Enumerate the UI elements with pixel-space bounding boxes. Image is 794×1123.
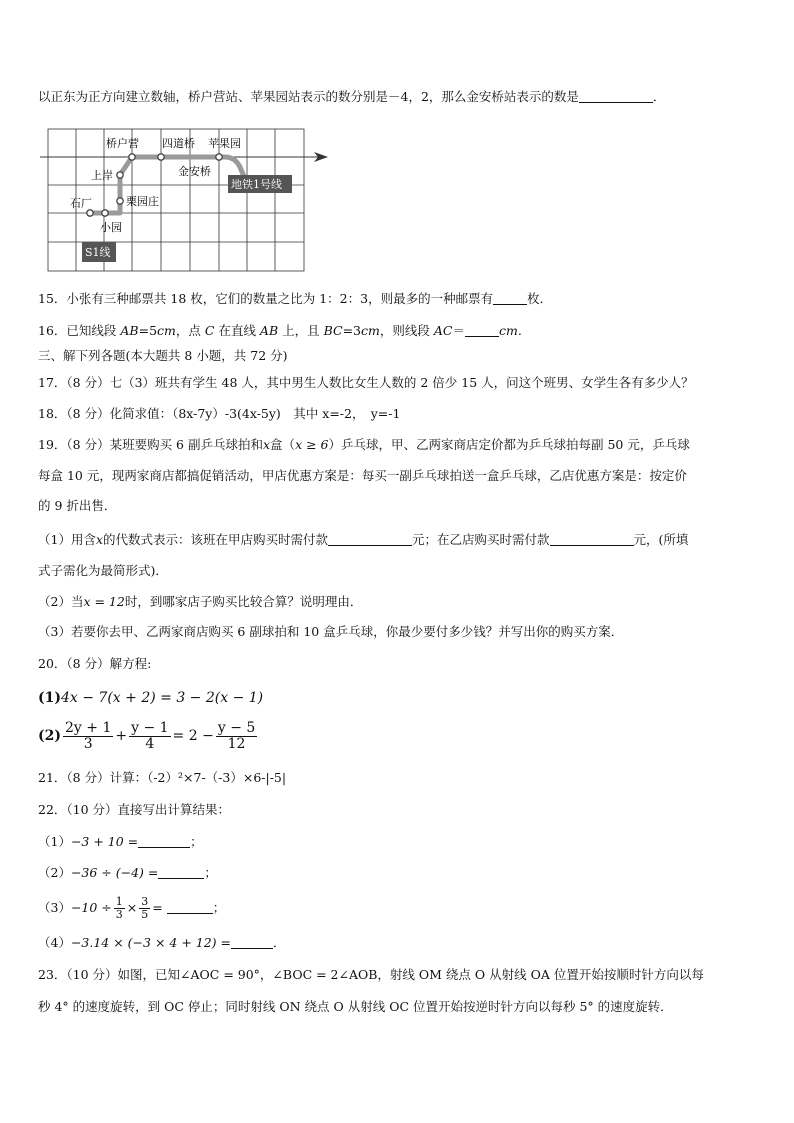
q19-sub1-text: 元，(所填 [633, 532, 689, 547]
question-20-eq-1 [38, 690, 263, 706]
q19-condition: x ≥ 6 [295, 437, 329, 452]
q20-frac-1 [63, 721, 113, 752]
q22-sep: ； [212, 900, 226, 915]
q22-op: × [126, 900, 138, 915]
q22-frac-2 [139, 896, 150, 921]
q16-var: AB [120, 323, 139, 338]
question-22-item-2 [38, 865, 217, 881]
frac-denominator: 3 [83, 735, 93, 752]
label-s1: S1线 [85, 246, 111, 259]
question-19-line-3: 的 9 折出售． [38, 498, 117, 513]
q20-eq1: 4x − 7(x + 2) = 3 − 2(x − 1) [61, 690, 264, 706]
q16-unit: cm [498, 323, 518, 338]
subway-map-figure [40, 127, 332, 274]
q19-jia-blank[interactable] [328, 533, 412, 546]
q22-op: = [152, 900, 163, 915]
question-19-line-1 [38, 437, 690, 453]
q22-item-label: （2） [38, 865, 71, 880]
frac-numerator: y − 1 [131, 719, 169, 736]
question-15 [38, 291, 552, 307]
q20-frac-3 [216, 721, 257, 752]
q22-item-label: （3） [38, 900, 71, 915]
label-qiaohuying: 桥户营 [106, 137, 139, 150]
question-19-sub-1 [38, 532, 688, 548]
question-22-item-4 [38, 935, 286, 951]
q14-answer-blank[interactable] [579, 90, 653, 103]
question-19-sub-1-cont: 式子需化为最简形式)． [38, 563, 168, 578]
q16-part: ＝ [452, 323, 465, 338]
frac-numerator: 3 [141, 895, 149, 908]
q16-var: AC [433, 323, 453, 338]
q16-var: BC [323, 323, 343, 338]
label-shangan: 上岸 [91, 169, 113, 182]
q20-op: = 2 − [172, 728, 214, 744]
frac-denominator: 3 [115, 908, 123, 921]
station-qiaohuying [129, 154, 135, 160]
q22-blank-2[interactable] [158, 866, 204, 879]
q19-sub1-text: 的代数式表示：该班在甲店购买时需付款 [103, 532, 329, 547]
q16-part: =5 [138, 323, 158, 338]
q19-var: x [262, 437, 271, 452]
q22-expr: −10 ÷ [70, 900, 112, 915]
label-lizhuang: 栗园庄 [126, 195, 159, 208]
question-23-line-2: 秒 4° 的速度旋转，到 OC 停止；同时射线 ON 绕点 O 从射线 OC 位置开始按逆时针方向以每秒 5° 的速度旋转． [38, 999, 673, 1014]
q22-sep: ． [273, 935, 286, 950]
question-18: 18．（8 分）化简求值：（8x-7y）-3(4x-5y) 其中 x=-2， y=-1 [38, 406, 401, 421]
question-17: 17．（8 分）七（3）班共有学生 48 人，其中男生人数比女生人数的 2 倍少 15 人，问这个班男、女学生各有多少人？ [38, 375, 694, 390]
q16-part: =3 [342, 323, 362, 338]
station-xiaoyuan [102, 210, 108, 216]
question-19-sub-2 [38, 594, 362, 610]
q16-var: AB [259, 323, 279, 338]
q19-sub1-text: （1）用含 [38, 532, 96, 547]
q22-sep: ； [190, 834, 203, 849]
station-shangan [117, 172, 123, 178]
q16-part: ，则线段 [379, 323, 434, 338]
q19-var: x [95, 532, 104, 547]
frac-numerator: 2y + 1 [65, 719, 112, 736]
station-pingguoyuan [216, 154, 222, 160]
label-jinanqiao: 金安桥 [178, 165, 211, 178]
q22-sep: ； [204, 865, 217, 880]
q22-item-label: （4） [38, 935, 71, 950]
question-20-title: 20．（8 分）解方程: [38, 656, 152, 671]
frac-numerator: 1 [115, 895, 123, 908]
q22-blank-1[interactable] [138, 835, 190, 848]
station-sidaoqiao [158, 154, 164, 160]
q20-frac-2 [129, 721, 170, 752]
question-21: 21．（8 分）计算：（-2）²×7-（-3）×6-|-5| [38, 770, 287, 785]
question-19-line-2: 每盒 10 元，现两家商店都搞促销活动，甲店优惠方案是：每买一副乒乓球拍送一盒乒乓球，乙店优惠方案是：按定价 [38, 468, 687, 483]
label-line1: 地铁1号线 [231, 178, 282, 191]
frac-numerator: y − 5 [217, 719, 256, 736]
q16-unit: cm [361, 323, 380, 338]
q19-sub2-math: x = 12 [83, 594, 125, 609]
q16-answer-blank[interactable] [465, 324, 499, 337]
q19-yi-blank[interactable] [550, 533, 634, 546]
q22-frac-1 [114, 896, 125, 921]
q22-blank-3[interactable] [167, 901, 213, 914]
frac-denominator: 5 [141, 908, 149, 921]
q22-item-label: （1） [38, 834, 71, 849]
q22-blank-4[interactable] [231, 936, 273, 949]
q14-suffix: ． [652, 89, 666, 104]
question-19-sub-3: （3）若要你去甲、乙两家商店购买 6 副球拍和 10 盒乒乓球，你最少要付多少钱？并写出你的购买方案． [38, 624, 624, 639]
q20-eq1-label: (1) [38, 690, 61, 706]
section-3-heading: 三、解下列各题(本大题共 8 小题，共 72 分) [38, 348, 288, 363]
q15-answer-blank[interactable] [493, 292, 527, 305]
q16-var: C [204, 323, 215, 338]
question-22-title: 22．（10 分）直接写出计算结果： [38, 802, 231, 817]
q16-part: 16．已知线段 [38, 323, 121, 338]
label-shichang: 石厂 [70, 197, 92, 210]
station-shichang [87, 210, 93, 216]
q15-text: 15．小张有三种邮票共 18 枚，它们的数量之比为 1：2：3，则最多的一种邮票有 [38, 291, 494, 306]
q19-text: 盒（ [270, 437, 296, 452]
q16-unit: cm [157, 323, 176, 338]
station-lizhuang [117, 198, 123, 204]
q15-suffix: 枚． [527, 291, 553, 306]
q19-sub2-text: （2）当 [38, 594, 84, 609]
question-16 [38, 323, 522, 339]
q19-text: 19．（8 分）某班要购买 6 副乒乓球拍和 [38, 437, 263, 452]
q16-part: 在直线 [214, 323, 260, 338]
question-22-item-1 [38, 834, 203, 850]
q20-eq2-label: (2) [38, 728, 61, 744]
q19-text: ）乒乓球，甲、乙两家商店定价都为乒乓球拍每副 50 元，乒乓球 [328, 437, 690, 452]
question-14 [38, 89, 665, 105]
q14-text: 以正东为正方向建立数轴，桥户营站、苹果园站表示的数分别是－4，2，那么金安桥站表示的数是 [38, 89, 579, 104]
q20-op: + [115, 728, 128, 744]
label-pingguoyuan: 苹果园 [208, 137, 241, 150]
frac-denominator: 4 [145, 735, 155, 752]
q16-part: . [517, 323, 522, 338]
q16-part: 上，且 [278, 323, 324, 338]
q19-sub1-text: 元；在乙店购买时需付款 [412, 532, 550, 547]
q16-part: ，点 [175, 323, 205, 338]
q22-expr: −36 ÷ (−4) = [70, 865, 159, 880]
label-sidaoqiao: 四道桥 [162, 137, 195, 150]
question-20-eq-2 [38, 718, 259, 754]
q22-expr: −3 + 10 = [70, 834, 139, 849]
question-23-line-1: 23．（10 分）如图，已知∠AOC = 90°，∠BOC = 2∠AOB，射线 OM 绕点 O 从射线 OA 位置开始按顺时针方向以每 [38, 967, 704, 982]
label-xiaoyuan: 小园 [100, 221, 122, 234]
frac-denominator: 12 [227, 735, 246, 752]
q22-expr: −3.14 × (−3 × 4 + 12) = [70, 935, 232, 950]
q19-sub2-text: 时，到哪家店子购买比较合算？说明理由． [124, 594, 363, 609]
question-22-item-3 [38, 892, 225, 924]
